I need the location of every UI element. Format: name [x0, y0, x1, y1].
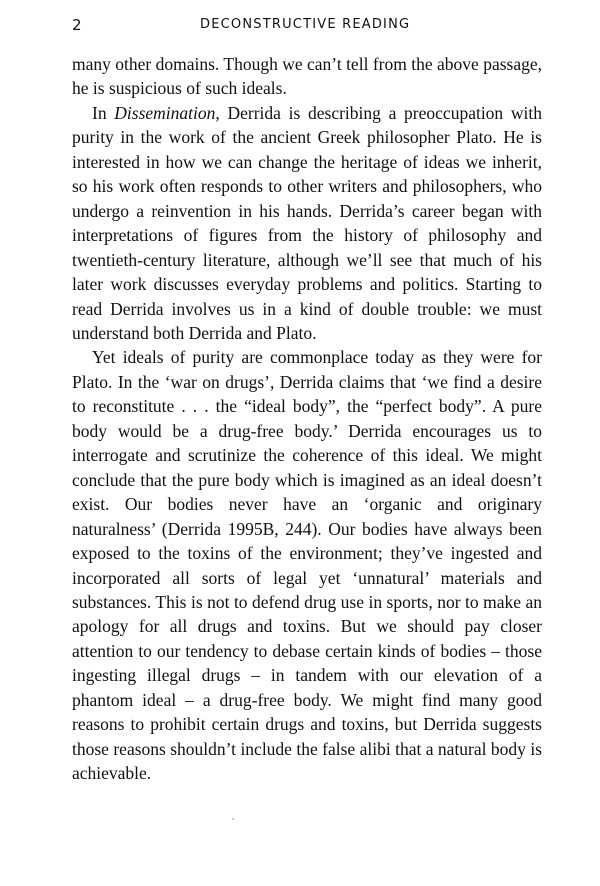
body-text — [72, 52, 542, 786]
book-title-dissemination: Dissemination — [114, 102, 216, 123]
running-head: DECONSTRUCTIVE READING — [200, 17, 411, 32]
page-header — [72, 12, 542, 40]
paragraph-2-lead: In — [92, 102, 115, 123]
paragraph-1-text: many other domains. Though we can’t tell from the above passage, he is suspicious of such ideals. — [72, 54, 542, 99]
stray-ink-dot — [232, 818, 234, 820]
book-page — [72, 12, 542, 786]
paragraph-3-text: Yet ideals of purity are commonplace today as they were for Plato. In the ‘war on drugs’, Derrida claims that ‘we find a desire to reconstitute . . . the “ideal body”, the “perfect body”. A pure body would be a drug-free body.’ Derrida encourages us to interrogate and scrutinize the coherence of this ideal. We might conclude that the pure body which is imagined as an ideal doesn’t exist. Our bodies never have an ‘organic and originary naturalness’ (Derrida 1995B, 244). Our bodies have always been exposed to the toxins of the environment; they’ve ingested and incorporated all sorts of legal yet ‘unnatural’ materials and substances. This is not to defend drug use in sports, nor to make an apology for all drugs and toxins. But we should pay closer attention to our tendency to debase certain kinds of bodies – those ingesting illegal drugs – in tandem with our elevation of a phantom ideal – a drug-free body. We might find many good reasons to prohibit certain drugs and toxins, but Derrida suggests those reasons shouldn’t include the false alibi that a natural body is achievable. — [72, 347, 542, 784]
paragraph-2 — [72, 101, 542, 346]
paragraph-2-text: , Derrida is describing a preoccupation with purity in the work of the ancient Greek philosopher Plato. He is interested in how we can change the heritage of ideas we inherit, so his work often responds to other writers and philosophers, who undergo a reinvention in his hands. Derrida’s career began with interpretations of figures from the history of philosophy and twentieth-century literature, although we’ll see that much of his later work discusses everyday problems and politics. Starting to read Derrida involves us in a kind of double trouble: we must understand both Derrida and Plato. — [72, 102, 542, 343]
page-number: 2 — [72, 16, 82, 34]
paragraph-3 — [72, 345, 542, 785]
paragraph-1 — [72, 52, 542, 101]
